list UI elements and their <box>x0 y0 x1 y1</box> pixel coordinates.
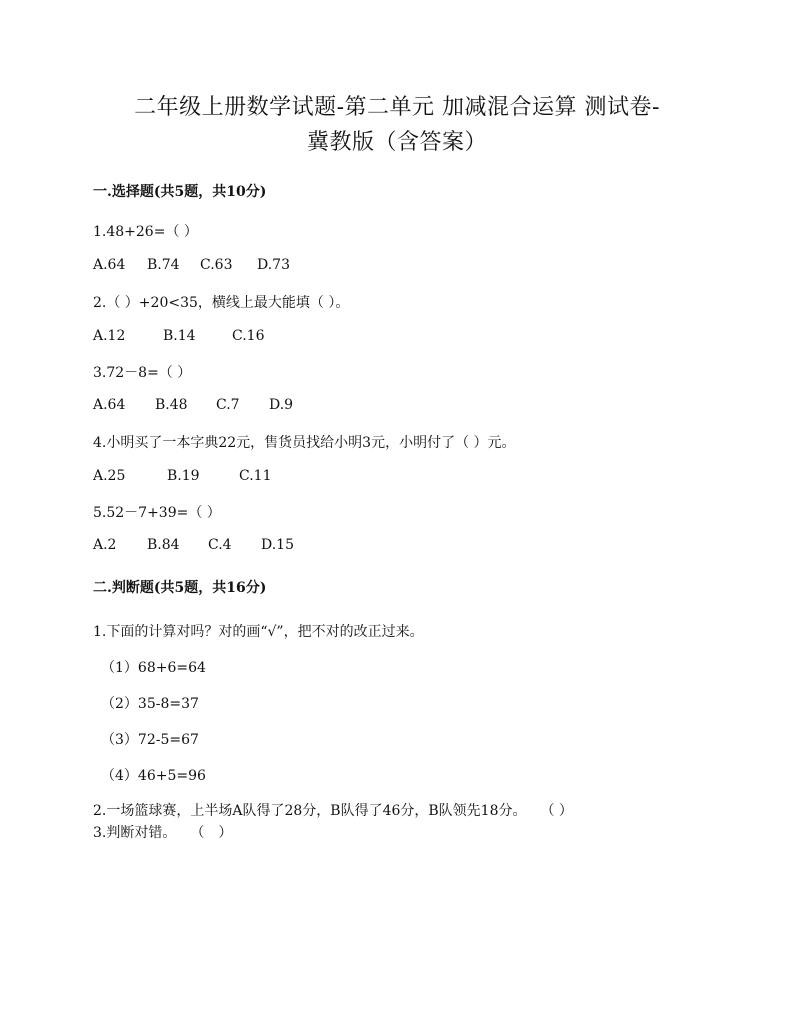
page-title-line-1: 二年级上册数学试题-第二单元 加减混合运算 测试卷- <box>134 95 660 120</box>
sub-item-4: （4）46+5=96 <box>101 768 206 784</box>
option-d: D.15 <box>261 537 294 553</box>
option-a: A.64 <box>93 257 126 273</box>
sub-item-3: （3）72-5=67 <box>101 732 199 748</box>
option-b: B.84 <box>147 537 180 553</box>
option-d: D.9 <box>269 397 294 413</box>
question-4-stem: 4.小明买了一本字典22元，售货员找给小明3元，小明付了（ ）元。 <box>93 435 516 451</box>
option-a: A.64 <box>93 397 126 413</box>
question-2-stem: 2.（ ）+20<35，横线上最大能填（ ）。 <box>93 295 350 311</box>
option-b: B.19 <box>167 468 200 484</box>
judge-question-2: 2.一场篮球赛，上半场A队得了28分，B队得了46分，B队领先18分。 （ ） <box>93 803 573 819</box>
option-d: D.73 <box>257 257 290 273</box>
sub-item-1: （1）68+6=64 <box>101 660 206 676</box>
option-b: B.14 <box>163 328 196 344</box>
section-heading-choice: 一.选择题(共5题，共10分) <box>93 184 267 200</box>
option-c: C.11 <box>239 468 272 484</box>
question-3-stem: 3.72－8=（ ） <box>93 365 192 381</box>
option-c: C.7 <box>216 397 240 413</box>
page-title-line-2: 冀教版（含答案） <box>306 130 487 155</box>
option-c: C.4 <box>208 537 232 553</box>
sub-item-2: （2）35-8=37 <box>101 696 199 712</box>
option-a: A.2 <box>93 537 117 553</box>
question-1-stem: 1.48+26=（ ） <box>93 224 198 240</box>
question-5-stem: 5.52－7+39=（ ） <box>93 505 221 521</box>
option-a: A.25 <box>93 468 126 484</box>
option-b: B.74 <box>147 257 180 273</box>
option-b: B.48 <box>155 397 188 413</box>
option-a: A.12 <box>93 328 126 344</box>
option-c: C.63 <box>200 257 233 273</box>
section-heading-judge: 二.判断题(共5题，共16分) <box>93 580 267 596</box>
judge-question-3: 3.判断对错。 （ ） <box>93 825 233 841</box>
judge-question-1: 1.下面的计算对吗？对的画“√”，把不对的改正过来。 <box>93 624 424 640</box>
option-c: C.16 <box>232 328 265 344</box>
